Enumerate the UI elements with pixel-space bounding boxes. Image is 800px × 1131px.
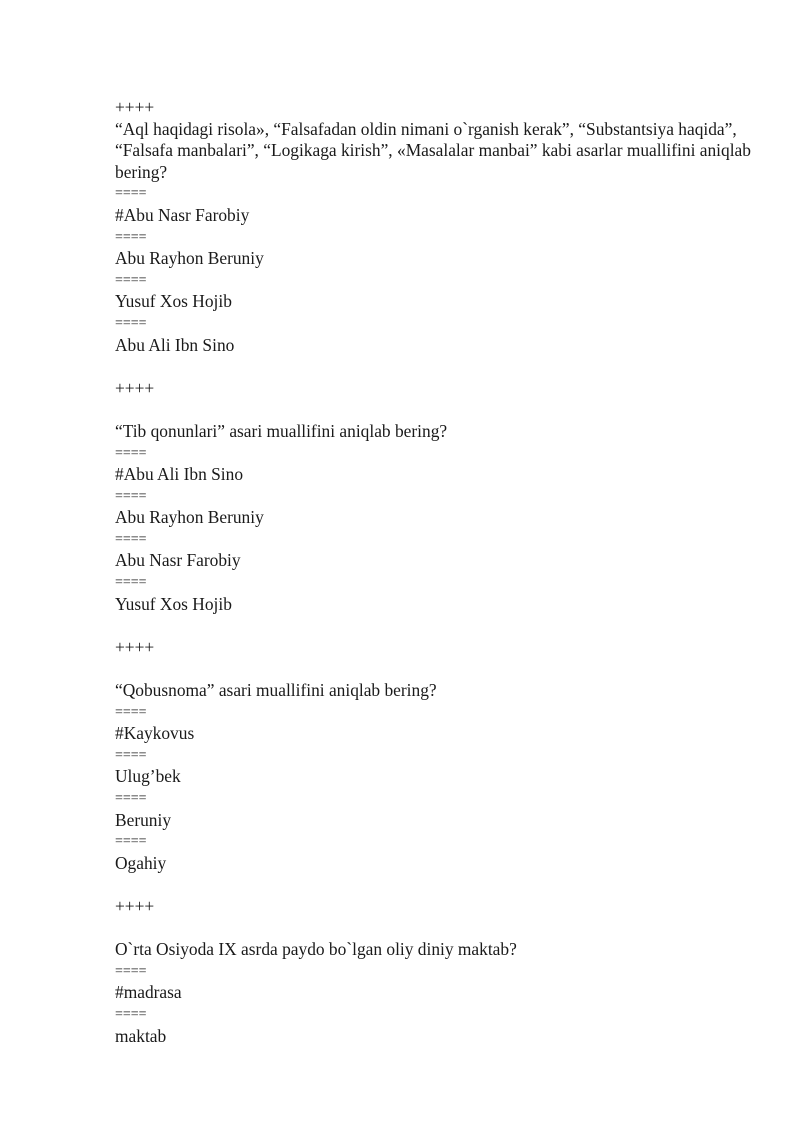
option-separator: ==== xyxy=(115,704,147,720)
answer-option: Ogahiy xyxy=(115,852,167,873)
option-separator: ==== xyxy=(115,186,147,202)
document-page xyxy=(115,97,755,1047)
question-marker: ++++ xyxy=(115,377,155,398)
blank-line xyxy=(115,874,755,896)
option-separator: ==== xyxy=(115,1006,147,1022)
answer-option: Beruniy xyxy=(115,809,172,830)
question-text: “Qobusnoma” asari muallifini aniqlab bering? xyxy=(115,680,437,701)
question-block xyxy=(115,637,755,896)
option-separator: ==== xyxy=(115,791,147,806)
correct-answer-option: #Kaykovus xyxy=(115,723,195,744)
option-separator: ==== xyxy=(115,445,147,461)
question-marker: ++++ xyxy=(115,636,155,657)
correct-answer-option: #Abu Ali Ibn Sino xyxy=(115,464,244,485)
question-marker: ++++ xyxy=(115,895,155,916)
option-separator: ==== xyxy=(115,963,147,979)
answer-option: maktab xyxy=(115,1025,167,1046)
blank-line xyxy=(115,918,755,940)
answer-option: Abu Ali Ibn Sino xyxy=(115,334,235,355)
question-text: “Aql haqidagi risola», “Falsafadan oldin nimani o`rganish kerak”, “Substantsiya haqida”, “Falsafa manbalari”, “Logikaga kirish”, «Masalalar manbai” kabi asarlar muallifini aniqlab bering? xyxy=(115,118,756,182)
correct-answer-option: #madrasa xyxy=(115,982,182,1003)
correct-answer-option: #Abu Nasr Farobiy xyxy=(115,204,250,225)
question-block xyxy=(115,97,755,378)
question-block xyxy=(115,896,755,1047)
answer-option: Abu Nasr Farobiy xyxy=(115,550,241,571)
option-separator: ==== xyxy=(115,531,147,547)
option-separator: ==== xyxy=(115,488,147,504)
answer-option: Yusuf Xos Hojib xyxy=(115,593,232,614)
option-separator: ==== xyxy=(115,272,147,288)
blank-line xyxy=(115,399,755,421)
option-separator: ==== xyxy=(115,229,147,245)
option-separator: ==== xyxy=(115,315,147,331)
answer-option: Abu Rayhon Beruniy xyxy=(115,248,264,269)
blank-line xyxy=(115,658,755,680)
answer-option: Abu Rayhon Beruniy xyxy=(115,507,264,528)
answer-option: Yusuf Xos Hojib xyxy=(115,291,232,312)
option-separator: ==== xyxy=(115,747,147,763)
option-separator: ==== xyxy=(115,575,147,591)
blank-line xyxy=(115,615,755,637)
answer-option: Ulug’bek xyxy=(115,766,181,787)
question-text: O`rta Osiyoda IX asrda paydo bo`lgan oliy diniy maktab? xyxy=(115,939,517,960)
question-block xyxy=(115,378,755,637)
option-separator: ==== xyxy=(115,834,147,850)
blank-line xyxy=(115,356,755,378)
question-text: “Tib qonunlari” asari muallifini aniqlab bering? xyxy=(115,420,448,441)
question-marker: ++++ xyxy=(115,97,155,117)
